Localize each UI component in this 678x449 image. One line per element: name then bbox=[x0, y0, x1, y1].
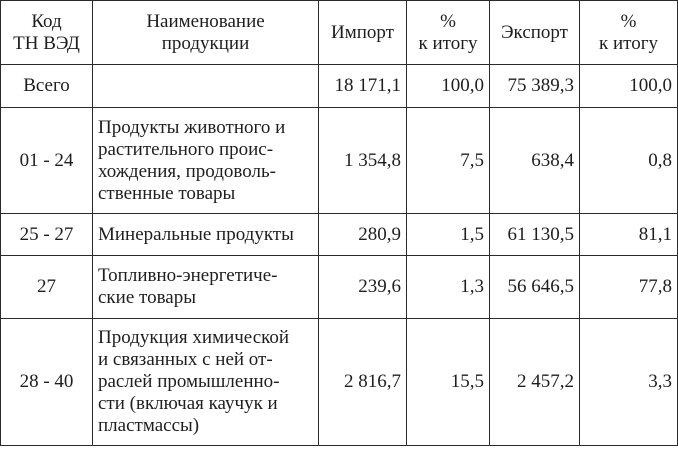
cell-code: Всего bbox=[1, 65, 93, 108]
cell-import: 18 171,1 bbox=[319, 65, 407, 108]
header-name: Наименование продукции bbox=[93, 1, 319, 65]
header-row bbox=[1, 1, 678, 65]
header-import: Импорт bbox=[319, 1, 407, 65]
cell-import: 2 816,7 bbox=[319, 319, 407, 446]
cell-export: 56 646,5 bbox=[490, 256, 580, 319]
cell-name: Минеральные продукты bbox=[93, 214, 319, 256]
cell-export-pct: 77,8 bbox=[580, 256, 678, 319]
cell-import-pct: 7,5 bbox=[407, 108, 490, 214]
table-row bbox=[1, 214, 678, 256]
cell-export-pct: 100,0 bbox=[580, 65, 678, 108]
cell-import-pct: 15,5 bbox=[407, 319, 490, 446]
cell-code: 25 - 27 bbox=[1, 214, 93, 256]
cell-import-pct: 1,3 bbox=[407, 256, 490, 319]
cell-name: Топливно-энергетиче- ские товары bbox=[93, 256, 319, 319]
cell-import-pct: 100,0 bbox=[407, 65, 490, 108]
cell-code: 01 - 24 bbox=[1, 108, 93, 214]
cell-code: 28 - 40 bbox=[1, 319, 93, 446]
header-export-pct: % к итогу bbox=[580, 1, 678, 65]
cell-import: 280,9 bbox=[319, 214, 407, 256]
cell-export: 61 130,5 bbox=[490, 214, 580, 256]
header-import-pct: % к итогу bbox=[407, 1, 490, 65]
cell-import: 1 354,8 bbox=[319, 108, 407, 214]
cell-import: 239,6 bbox=[319, 256, 407, 319]
cell-export: 638,4 bbox=[490, 108, 580, 214]
cell-code: 27 bbox=[1, 256, 93, 319]
header-code: Код ТН ВЭД bbox=[1, 1, 93, 65]
cell-name: Продукты животного и растительного проис- хождения, продоволь- ственные товары bbox=[93, 108, 319, 214]
table-row bbox=[1, 108, 678, 214]
cell-export: 75 389,3 bbox=[490, 65, 580, 108]
cell-export-pct: 0,8 bbox=[580, 108, 678, 214]
cell-import-pct: 1,5 bbox=[407, 214, 490, 256]
table-row bbox=[1, 319, 678, 446]
cell-export-pct: 3,3 bbox=[580, 319, 678, 446]
table-row-total bbox=[1, 65, 678, 108]
table-row bbox=[1, 256, 678, 319]
header-export: Экспорт bbox=[490, 1, 580, 65]
cell-name bbox=[93, 65, 319, 108]
cell-name: Продукция химической и связанных с ней от- раслей промышленно- сти (включая каучук и пластмассы) bbox=[93, 319, 319, 446]
cell-export: 2 457,2 bbox=[490, 319, 580, 446]
cell-export-pct: 81,1 bbox=[580, 214, 678, 256]
